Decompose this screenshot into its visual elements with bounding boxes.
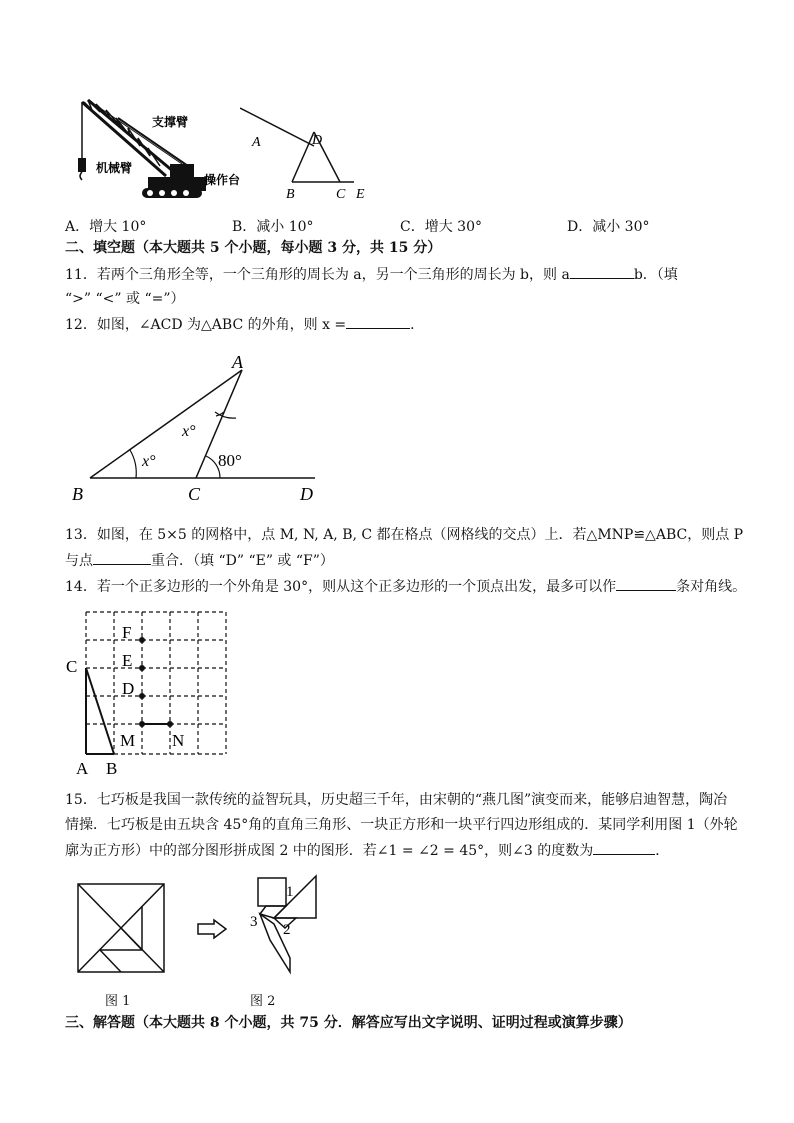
q12-label-D: D — [300, 484, 313, 504]
q13-line1: 13．如图，在 5×5 的网格中，点 M, N, A, B, C 都在格点（网格线的交点）上．若△MNP≌△ABC，则点 P — [65, 527, 744, 543]
q12-text-b: ． — [410, 317, 425, 333]
q13-answer-blank[interactable] — [93, 550, 151, 565]
crane-figure — [70, 92, 260, 210]
q13-line2 — [65, 550, 334, 571]
grid-label-B: B — [106, 759, 118, 778]
q14-grid-figure — [62, 604, 252, 780]
q12-angle-80: 80° — [218, 451, 242, 470]
grid-label-N: N — [172, 731, 185, 750]
grid-label-D: D — [122, 679, 135, 698]
q12-line — [65, 314, 424, 335]
q12-answer-blank[interactable] — [346, 314, 410, 329]
q12-angle-x-B: x° — [142, 453, 156, 470]
crane-label-mech: 机械臂 — [96, 161, 133, 175]
section3-title: 三、解答题（本大题共 8 个小题，共 75 分．解答应写出文字说明、证明过程或演算步骤） — [65, 1015, 632, 1031]
grid-label-M: M — [120, 731, 136, 750]
tangram-angle-1: 1 — [286, 884, 294, 900]
q15-line3 — [65, 840, 669, 861]
q11-answer-blank[interactable] — [570, 264, 634, 279]
q12-angle-x-A: x° — [182, 423, 196, 440]
crane-label-support: 支撑臂 — [152, 115, 189, 129]
q12-triangle-figure — [60, 352, 340, 512]
geom-label-A: A — [252, 135, 261, 150]
crane-geometry-figure — [240, 98, 380, 206]
q15-text-a: 廓为正方形）中的部分图形拼成图 2 中的图形．若∠1 = ∠2 = 45°，则∠3 的度数为 — [65, 843, 594, 859]
q14-text-b: 条对角线。 — [676, 579, 747, 595]
tangram-figure-1 — [76, 882, 166, 974]
q12-text-a: 12．如图，∠ACD 为△ABC 的外角，则 x = — [65, 317, 347, 333]
q14-text-a: 14．若一个正多边形的一个外角是 30°，则从这个正多边形的一个顶点出发，最多可以作 — [65, 579, 617, 595]
right-arrow-icon — [196, 918, 228, 940]
q15-line2: 情操．七巧板是由五块含 45°角的直角三角形、一块正方形和一块平行四边形组成的．某同学利用图 1（外轮 — [65, 817, 738, 833]
q15-answer-blank[interactable] — [593, 840, 655, 855]
grid-label-F: F — [122, 623, 132, 642]
tangram-figure-2 — [246, 874, 326, 978]
grid-label-A: A — [76, 759, 89, 778]
tangram-fig1-caption: 图 1 — [105, 994, 131, 1009]
q13-text-a: 与点 — [65, 553, 93, 569]
geom-label-D: D — [312, 133, 323, 148]
q11-line1 — [65, 264, 678, 285]
grid-label-E: E — [122, 651, 133, 670]
geom-label-C: C — [336, 187, 346, 202]
q12-label-C: C — [188, 484, 201, 504]
tangram-fig2-caption: 图 2 — [250, 994, 276, 1009]
q15-line1: 15．七巧板是我国一款传统的益智玩具，历史超三千年，由宋朝的“燕几图”演变而来，能够启迪智慧，陶冶 — [65, 792, 728, 808]
q13-text-b: 重合．（填 “D” “E” 或 “F”） — [151, 553, 334, 569]
q14-answer-blank[interactable] — [616, 576, 676, 591]
option-b: B．减小 10° — [232, 219, 314, 235]
tangram-angle-2: 2 — [283, 922, 291, 938]
q12-label-A: A — [232, 352, 243, 372]
option-a: A．增大 10° — [65, 219, 147, 235]
option-d: D．减小 30° — [567, 219, 650, 235]
q11-text-a: 11．若两个三角形全等，一个三角形的周长为 a，另一个三角形的周长为 b，则 a — [65, 267, 570, 283]
q15-text-b: ． — [655, 843, 670, 859]
geom-label-B: B — [286, 187, 295, 202]
geom-label-E: E — [356, 187, 365, 202]
tangram-angle-3: 3 — [250, 914, 258, 930]
option-c: C．增大 30° — [400, 219, 482, 235]
q14-line — [65, 576, 746, 597]
grid-label-C: C — [66, 657, 78, 676]
q11-text-b: b．（填 — [633, 267, 678, 283]
section2-title: 二、填空题（本大题共 5 个小题，每小题 3 分，共 15 分） — [65, 240, 442, 256]
q12-label-B: B — [72, 484, 83, 504]
crane-label-platform: 操作台 — [204, 173, 241, 187]
q11-line2: “>” “<” 或 “=”） — [65, 291, 185, 307]
